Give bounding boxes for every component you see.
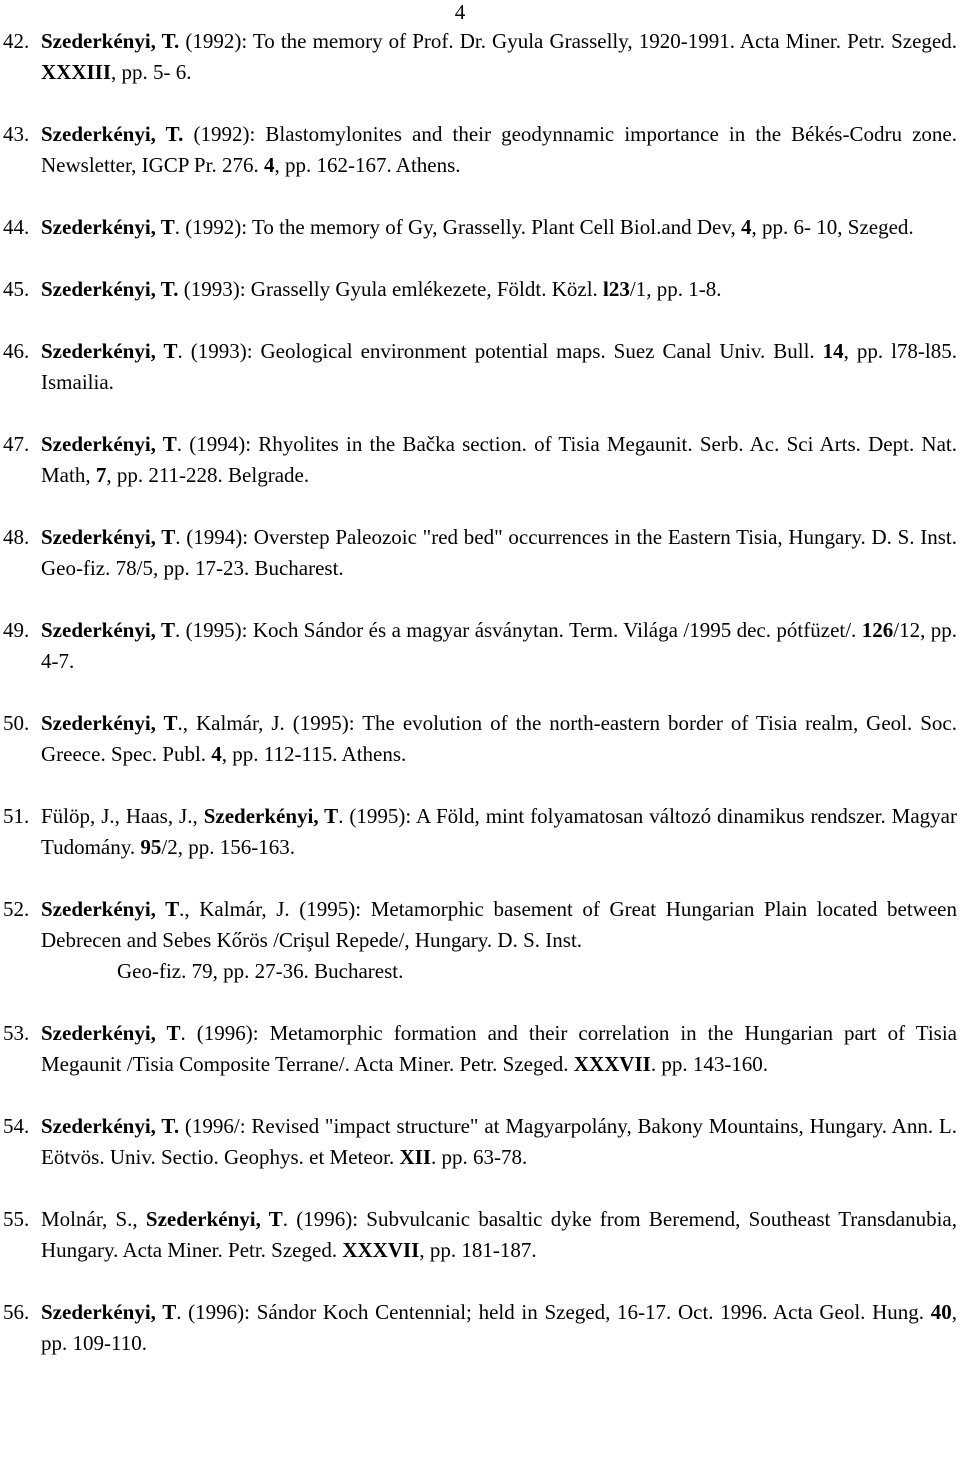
reference-number: 54. xyxy=(3,1114,30,1138)
reference-text xyxy=(41,708,957,770)
reference-entry xyxy=(3,1018,957,1080)
reference-entry xyxy=(3,708,957,770)
reference-segment: . (1992): To the memory of Gy, Grasselly. Plant Cell Biol.and Dev, xyxy=(174,215,742,239)
reference-emphasis: XXXVII xyxy=(342,1238,420,1262)
reference-emphasis: 4 xyxy=(211,742,222,766)
reference-emphasis: XII xyxy=(399,1145,432,1169)
reference-segment: /1, pp. 1-8. xyxy=(629,277,722,301)
reference-segment: . (1996): Subvulcanic basaltic dyke from Beremend, Southeast Transdanubia, Hungary. Acta Miner. Petr. Szeged. xyxy=(41,1207,957,1262)
reference-emphasis: XXXIII xyxy=(41,60,112,84)
reference-emphasis: Szederkényi, T xyxy=(145,1207,283,1231)
reference-number: 50. xyxy=(3,711,30,735)
reference-entry xyxy=(3,1204,957,1266)
reference-entry xyxy=(3,522,957,584)
reference-text xyxy=(41,522,957,584)
reference-number: 53. xyxy=(3,1021,30,1045)
reference-number: 49. xyxy=(3,618,30,642)
reference-text xyxy=(41,615,957,677)
reference-segment: ., Kalmár, J. (1995): Metamorphic basement of Great Hungarian Plain located between Debrecen and Sebes Kőrös /Crişul Repede/, Hungary. D. S. Inst. xyxy=(41,897,957,952)
reference-text xyxy=(41,1204,957,1266)
reference-emphasis: Szederkényi, T xyxy=(41,897,180,921)
reference-list xyxy=(3,26,957,1390)
reference-emphasis: 4 xyxy=(741,215,752,239)
reference-entry xyxy=(3,615,957,677)
reference-segment: , pp. 6- 10, Szeged. xyxy=(751,215,914,239)
page-number: 4 xyxy=(454,0,466,24)
reference-number: 52. xyxy=(3,897,30,921)
reference-text xyxy=(41,1018,957,1080)
reference-text xyxy=(41,274,957,305)
reference-segment: . (1994): Rhyolites in the Bačka section. of Tisia Megaunit. Serb. Ac. Sci Arts. Dept. Nat. Math, xyxy=(41,432,957,487)
reference-number: 42. xyxy=(3,29,30,53)
reference-segment: (1993): Grasselly Gyula emlékezete, Földt. Közl. xyxy=(178,277,604,301)
reference-emphasis: Szederkényi, T xyxy=(41,525,176,549)
reference-segment: (1996/: Revised "impact structure" at Magyarpolány, Bakony Mountains, Hungary. Ann. L. Eötvös. Univ. Sectio. Geophys. et Meteor. xyxy=(41,1114,957,1169)
reference-number: 47. xyxy=(3,432,30,456)
reference-number: 43. xyxy=(3,122,30,146)
reference-text xyxy=(41,1297,957,1359)
reference-entry xyxy=(3,212,957,243)
reference-segment: . pp. 143-160. xyxy=(650,1052,769,1076)
reference-number: 48. xyxy=(3,525,30,549)
reference-emphasis: 40 xyxy=(930,1300,952,1324)
reference-segment: , pp. 109-110. xyxy=(41,1300,957,1355)
reference-emphasis: Szederkényi, T xyxy=(41,215,175,239)
reference-emphasis: XXXVII xyxy=(573,1052,651,1076)
reference-entry xyxy=(3,1111,957,1173)
reference-segment: Molnár, S., xyxy=(41,1207,146,1231)
reference-number: 51. xyxy=(3,804,30,828)
reference-segment: , pp. 5- 6. xyxy=(111,60,192,84)
reference-segment: (1992): To the memory of Prof. Dr. Gyula Grasselly, 1920-1991. Acta Miner. Petr. Szeged. xyxy=(179,29,957,53)
reference-text xyxy=(41,429,957,491)
reference-emphasis: 126 xyxy=(861,618,894,642)
reference-emphasis: Szederkényi, T. xyxy=(41,1114,180,1138)
reference-text xyxy=(41,801,957,863)
reference-number: 46. xyxy=(3,339,30,363)
reference-segment: . (1995): Koch Sándor és a magyar ásványtan. Term. Világa /1995 dec. pótfüzet/. xyxy=(174,618,862,642)
reference-text xyxy=(41,894,957,987)
reference-number: 45. xyxy=(3,277,30,301)
reference-emphasis: 14 xyxy=(822,339,844,363)
reference-segment: . (1995): A Föld, mint folyamatosan változó dinamikus rendszer. Magyar Tudomány. xyxy=(41,804,957,859)
reference-text xyxy=(41,336,957,398)
reference-segment: , pp. 181-187. xyxy=(419,1238,537,1262)
reference-segment: . (1993): Geological environment potential maps. Suez Canal Univ. Bull. xyxy=(177,339,823,363)
reference-number: 55. xyxy=(3,1207,30,1231)
reference-text xyxy=(41,1111,957,1173)
reference-entry xyxy=(3,801,957,863)
reference-segment: . (1996): Metamorphic formation and their correlation in the Hungarian part of Tisia Megaunit /Tisia Composite Terrane/. Acta Miner. Petr. Szeged. xyxy=(41,1021,957,1076)
reference-segment: , pp. 112-115. Athens. xyxy=(221,742,407,766)
reference-segment: ., Kalmár, J. (1995): The evolution of the north-eastern border of Tisia realm, Geol. Soc. Greece. Spec. Publ. xyxy=(41,711,957,766)
reference-entry xyxy=(3,336,957,398)
reference-emphasis: Szederkényi, T xyxy=(203,804,339,828)
reference-text xyxy=(41,212,957,243)
reference-emphasis: Szederkényi, T xyxy=(41,432,177,456)
reference-text xyxy=(41,119,957,181)
reference-segment: (1992): Blastomylonites and their geodynnamic importance in the Békés-Codru zone. Newsletter, IGCP Pr. 276. xyxy=(41,122,957,177)
reference-emphasis: l23 xyxy=(603,277,630,301)
reference-segment: . pp. 63-78. xyxy=(431,1145,528,1169)
reference-segment: , pp. l78-l85. Ismailia. xyxy=(41,339,957,394)
reference-emphasis: Szederkényi, T xyxy=(41,1021,181,1045)
reference-continuation: Geo-fiz. 79, pp. 27-36. Bucharest. xyxy=(117,959,404,983)
reference-segment: . (1996): Sándor Koch Centennial; held in Szeged, 16-17. Oct. 1996. Acta Geol. Hung. xyxy=(176,1300,931,1324)
reference-segment: /12, pp. 4-7. xyxy=(41,618,957,673)
reference-emphasis: Szederkényi, T. xyxy=(41,122,184,146)
reference-entry xyxy=(3,1297,957,1359)
reference-emphasis: Szederkényi, T. xyxy=(41,29,180,53)
reference-emphasis: Szederkényi, T xyxy=(41,618,175,642)
reference-entry xyxy=(3,894,957,987)
reference-emphasis: Szederkényi, T xyxy=(41,711,178,735)
reference-number: 56. xyxy=(3,1300,30,1324)
reference-emphasis: Szederkényi, T xyxy=(41,1300,177,1324)
reference-segment: /2, pp. 156-163. xyxy=(161,835,295,859)
reference-entry xyxy=(3,26,957,88)
reference-entry xyxy=(3,274,957,305)
reference-entry xyxy=(3,119,957,181)
reference-segment: Fülöp, J., Haas, J., xyxy=(41,804,204,828)
reference-number: 44. xyxy=(3,215,30,239)
reference-text xyxy=(41,26,957,88)
reference-emphasis: Szederkényi, T. xyxy=(41,277,179,301)
reference-segment: . (1994): Overstep Paleozoic "red bed" occurrences in the Eastern Tisia, Hungary. D. S. Inst. Geo-fiz. 78/5, pp. 17-23. Bucharest. xyxy=(41,525,957,580)
reference-emphasis: Szederkényi, T xyxy=(41,339,178,363)
reference-segment: , pp. 211-228. Belgrade. xyxy=(106,463,310,487)
reference-emphasis: 4 xyxy=(263,153,275,177)
reference-entry xyxy=(3,429,957,491)
reference-emphasis: 95 xyxy=(140,835,162,859)
reference-segment: , pp. 162-167. Athens. xyxy=(274,153,461,177)
reference-emphasis: 7 xyxy=(95,463,107,487)
